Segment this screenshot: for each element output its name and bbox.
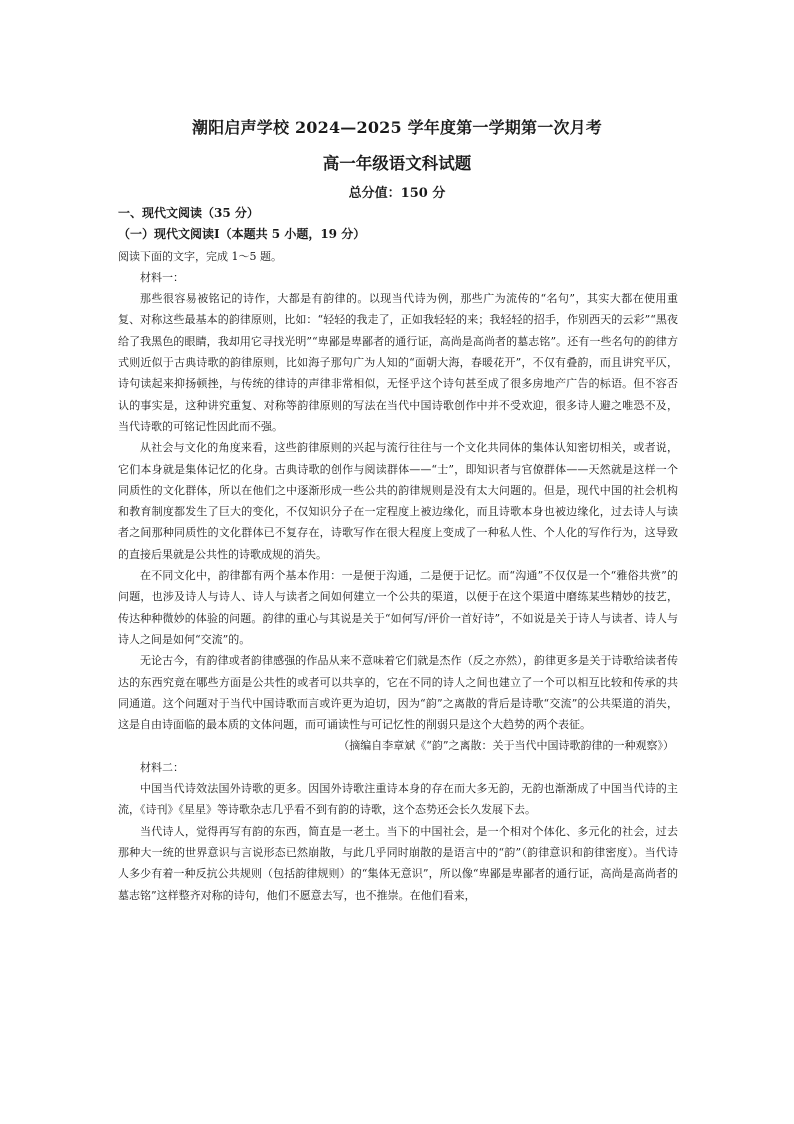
- material-label: 材料一：: [140, 270, 184, 284]
- exam-title: 潮阳启声学校 2024—2025 学年度第一学期第一次月考: [191, 118, 602, 137]
- exam-subtitle: 高一年级语文科试题: [322, 154, 472, 173]
- paragraph: 在不同文化中，韵律都有两个基本作用：一是便于沟通，二是便于记忆。而“沟通”不仅仅是一个“雅俗共赏”的问题，也涉及诗人与诗人、诗人与读者之间如何建立一个公共的渠道，以便于在这个渠道中磨练某些精妙的技艺，传达种种微妙的体验的问题。韵律的重心与其说是关于“如何写/评价一首好诗”，不如说是关于诗人与读者、诗人与诗人之间是如何“交流”的。: [118, 569, 678, 646]
- exam-body: [118, 203, 678, 906]
- material-label: 材料二：: [140, 760, 184, 774]
- paragraph: 当代诗人，觉得再写有韵的东西，简直是一老土。当下的中国社会，是一个相对个体化、多元化的社会，过去那种大一统的世界意识与言说形态已然崩散，与此几乎同时崩散的是语言中的“韵”（韵律意识和韵律密度）。当代诗人多少有着一种反抗公共规则（包括韵律规则）的“集体无意识”，所以像“卑鄙是卑鄙者的通行证，高尚是高尚者的墓志铭”这样整齐对称的诗句，他们不愿意去写，也不推崇。在他们看来，: [118, 824, 678, 902]
- part-heading: （一）现代文阅读Ⅰ（本题共 5 小题，19 分）: [118, 227, 366, 242]
- paragraph: 那些很容易被铭记的诗作，大都是有韵律的。以现当代诗为例，那些广为流传的“名句”，其实大都在使用重复、对称这些最基本的韵律原则，比如：“轻轻的我走了，正如我轻轻的来；我轻轻的招手，作别西天的云彩”“黑夜给了我黑色的眼睛，我却用它寻找光明”“卑鄙是卑鄙者的通行证，高尚是高尚者的墓志铭”。还有一些名句的韵律方式则近似于古典诗歌的韵律原则，比如海子那句广为人知的“面朝大海，春暖花开”，不仅有叠韵，而且讲究平仄，诗句读起来抑扬顿挫，与传统的律诗的声律非常相似，无怪乎这个诗句甚至成了很多房地产广告的标语。但不容否认的事实是，这种讲究重复、对称等韵律原则的写法在当代中国诗歌创作中并不受欢迎，很多诗人避之唯恐不及，当代诗歌的可铭记性因此而不强。: [118, 292, 678, 433]
- section-heading: 一、现代文阅读（35 分）: [118, 206, 259, 220]
- total-score: 总分值：150 分: [348, 186, 446, 201]
- paragraph: 无论古今，有韵律或者韵律感强的作品从来不意味着它们就是杰作（反之亦然），韵律更多是关于诗歌给读者传达的东西究竟在哪些方面是公共性的或者可以共享的，它在不同的诗人之间也建立了一个可以相互比较和传承的共同通道。这个问题对于当代中国诗歌而言或许更为迫切，因为“韵”之离散的背后是诗歌“交流”的公共渠道的消失，这是自由诗面临的最本质的文体问题，而可诵读性与可记忆性的削弱只是这个大趋势的两个表征。: [118, 654, 678, 732]
- paragraph: 中国当代诗效法国外诗歌的更多。因国外诗歌注重诗本身的存在而大多无韵，无韵也渐渐成了中国当代诗的主流，《诗刊》《星星》等诗歌杂志几乎看不到有韵的诗歌，这个态势还会长久发展下去。: [118, 782, 678, 817]
- citation: （摘编自李章斌《“韵”之离散：关于当代中国诗歌韵律的一种观察》）: [338, 739, 674, 753]
- paragraph: 从社会与文化的角度来看，这些韵律原则的兴起与流行往往与一个文化共同体的集体认知密切相关，或者说，它们本身就是集体记忆的化身。古典诗歌的创作与阅读群体——“士”，即知识者与官僚群体——天然就是这样一个同质性的文化群体，所以在他们之中逐渐形成一些公共的韵律规则是没有太大问题的。但是，现代中国的社会机构和教育制度都发生了巨大的变化，不仅知识分子在一定程度上被边缘化，而且诗歌本身也被边缘化，过去诗人与读者之间那种同质性的文化群体已不复存在，诗歌写作在很大程度上变成了一种私人性、个人化的写作行为，这导致的直接后果就是公共性的诗歌成规的消失。: [118, 441, 678, 561]
- instruction: 阅读下面的文字，完成 1～5 题。: [118, 249, 282, 263]
